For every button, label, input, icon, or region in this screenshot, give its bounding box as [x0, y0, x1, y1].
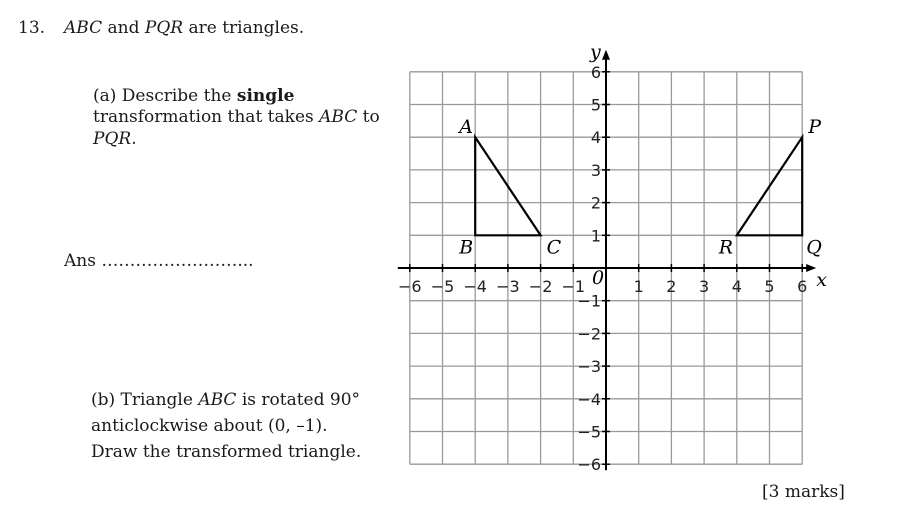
x-tick-label: −3: [496, 277, 520, 296]
stem-abc: ABC: [64, 18, 103, 38]
x-tick-label: −6: [398, 277, 422, 296]
x-tick-label: −1: [561, 277, 586, 296]
x-tick-label: −5: [430, 277, 455, 296]
x-tick-label: 6: [797, 277, 808, 296]
part-b-line1-pre: (b) Triangle: [91, 390, 199, 410]
stem-and: and: [102, 18, 145, 38]
x-tick-label: −2: [528, 277, 553, 296]
y-tick-label: −3: [577, 357, 601, 377]
stem-pqr: PQR: [144, 18, 184, 38]
y-tick-label: −2: [577, 324, 601, 344]
vertex-label-c: C: [546, 236, 562, 259]
y-axis-label: y: [590, 40, 601, 63]
x-tick-label: −4: [463, 277, 487, 296]
y-tick-label: −1: [577, 291, 601, 311]
y-tick-label: −6: [577, 455, 601, 475]
y-tick-label: −4: [577, 389, 601, 409]
part-b-line3: Draw the transformed triangle.: [91, 442, 362, 462]
y-tick-label: 4: [590, 128, 601, 148]
x-axis-arrow: [806, 264, 816, 272]
x-tick-label: 2: [666, 277, 677, 296]
origin-label: 0: [592, 267, 605, 289]
part-b-line1-post: is rotated 90°: [236, 390, 361, 410]
vertex-label-q: Q: [806, 236, 822, 259]
y-tick-label: 5: [590, 95, 601, 115]
part-a-line2: transformation that takes: [93, 107, 320, 128]
part-a-period: .: [131, 128, 137, 149]
y-tick-label: 6: [590, 62, 601, 82]
part-a-to: to: [357, 107, 380, 128]
part-a-prefix: (a) Describe the: [93, 86, 237, 106]
part-a-abc: ABC: [319, 107, 358, 128]
y-tick-label: −5: [577, 422, 601, 442]
answer-dots: ……………………...: [101, 251, 254, 271]
question-number: 13.: [18, 18, 46, 38]
y-tick-label: 3: [590, 160, 601, 180]
y-tick-label: 1: [590, 226, 601, 246]
answer-label: Ans: [64, 251, 96, 271]
part-a-pqr: PQR: [93, 128, 132, 149]
stem-end: are triangles.: [183, 18, 305, 38]
x-tick-label: 5: [764, 277, 775, 296]
vertex-label-a: A: [459, 116, 473, 139]
vertex-label-p: P: [808, 116, 821, 139]
y-tick-label: 2: [590, 193, 601, 213]
vertex-label-b: B: [459, 236, 474, 259]
part-a-bold: single: [236, 86, 295, 106]
marks-label: [3 marks]: [762, 482, 845, 502]
y-axis-arrow: [602, 50, 610, 60]
part-b-abc: ABC: [198, 390, 237, 410]
vertex-label-r: R: [718, 236, 734, 259]
part-b-line2: anticlockwise about (0, –1).: [91, 416, 328, 436]
x-tick-label: 1: [633, 277, 644, 296]
x-axis-label: x: [816, 269, 827, 291]
x-tick-label: 3: [699, 277, 710, 296]
x-tick-label: 4: [731, 277, 742, 296]
